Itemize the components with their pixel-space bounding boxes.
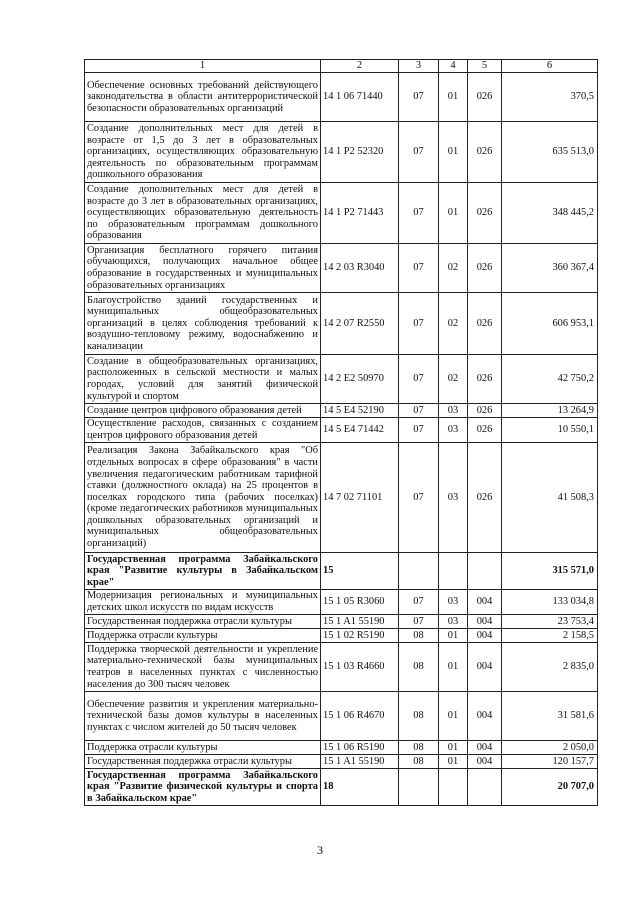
row-administrator: 026 [468, 244, 502, 293]
row-name: Государственная программа Забайкальского края "Развитие культуры в Забайкальском крае" [85, 553, 321, 590]
row-amount: 41 508,3 [502, 443, 598, 553]
row-name: Государственная поддержка отрасли культуры [85, 615, 321, 629]
header-col-6: 6 [502, 60, 598, 73]
row-administrator: 026 [468, 355, 502, 404]
row-name: Организация бесплатного горячего питания обучающихся, получающих начальное общее образование в государственных и муниципальных образовательных организациях [85, 244, 321, 293]
row-administrator: 026 [468, 404, 502, 418]
table-header [85, 60, 598, 73]
row-name: Реализация Закона Забайкальского края "Об отдельных вопросах в сфере образования" в части увеличения педагогическим работникам тарифной ставки (должностного оклада) на 25 процентов в поселках городского типа (рабочих поселках) (кроме педагогических работников муниципальных дошкольных образовательных организаций и муниципальных общеобразовательных организаций) [85, 443, 321, 553]
row-code: 15 1 06 R4670 [321, 692, 399, 741]
row-subsection: 01 [439, 741, 468, 755]
row-administrator: 026 [468, 73, 502, 122]
row-amount: 42 750,2 [502, 355, 598, 404]
row-amount: 20 707,0 [502, 769, 598, 806]
row-amount: 606 953,1 [502, 293, 598, 355]
row-administrator: 004 [468, 615, 502, 629]
row-code: 14 2 07 R2550 [321, 293, 399, 355]
row-name: Государственная поддержка отрасли культуры [85, 755, 321, 769]
row-subsection [439, 553, 468, 590]
row-administrator: 026 [468, 418, 502, 443]
row-subsection: 01 [439, 643, 468, 692]
table-row [85, 643, 598, 692]
row-code: 15 1 05 R3060 [321, 590, 399, 615]
row-code: 14 5 E4 52190 [321, 404, 399, 418]
header-col-5: 5 [468, 60, 502, 73]
row-code: 15 1 A1 55190 [321, 755, 399, 769]
row-code: 15 1 02 R5190 [321, 629, 399, 643]
row-amount: 2 835,0 [502, 643, 598, 692]
row-administrator: 026 [468, 443, 502, 553]
row-amount: 2 050,0 [502, 741, 598, 755]
row-administrator: 004 [468, 629, 502, 643]
row-subsection: 02 [439, 355, 468, 404]
row-amount: 348 445,2 [502, 183, 598, 244]
table-row [85, 293, 598, 355]
table-row [85, 755, 598, 769]
page-number: 3 [317, 843, 323, 857]
row-subsection: 02 [439, 293, 468, 355]
row-administrator [468, 769, 502, 806]
row-section [399, 553, 439, 590]
row-section: 07 [399, 183, 439, 244]
table-row [85, 418, 598, 443]
table-row [85, 73, 598, 122]
row-section: 08 [399, 643, 439, 692]
table-row [85, 741, 598, 755]
row-subsection: 03 [439, 590, 468, 615]
row-amount: 133 034,8 [502, 590, 598, 615]
row-administrator: 004 [468, 692, 502, 741]
row-name: Поддержка отрасли культуры [85, 629, 321, 643]
row-code: 14 1 P2 71443 [321, 183, 399, 244]
row-amount: 10 550,1 [502, 418, 598, 443]
row-amount: 120 157,7 [502, 755, 598, 769]
row-administrator: 004 [468, 643, 502, 692]
row-amount: 23 753,4 [502, 615, 598, 629]
table-row [85, 615, 598, 629]
row-administrator: 026 [468, 183, 502, 244]
row-section: 08 [399, 692, 439, 741]
table-row [85, 769, 598, 806]
row-name: Благоустройство зданий государственных и муниципальных общеобразовательных организаций в целях соблюдения требований к воздушно-тепловому режиму, водоснабжению и канализации [85, 293, 321, 355]
row-amount: 635 513,0 [502, 122, 598, 183]
row-code: 15 1 06 R5190 [321, 741, 399, 755]
row-section: 08 [399, 741, 439, 755]
row-administrator [468, 553, 502, 590]
row-section: 07 [399, 355, 439, 404]
row-code: 18 [321, 769, 399, 806]
row-administrator: 004 [468, 755, 502, 769]
table-row [85, 629, 598, 643]
table-row [85, 404, 598, 418]
table-row [85, 443, 598, 553]
row-section: 07 [399, 293, 439, 355]
row-subsection: 03 [439, 404, 468, 418]
row-subsection: 03 [439, 418, 468, 443]
row-administrator: 026 [468, 293, 502, 355]
row-name: Создание центров цифрового образования детей [85, 404, 321, 418]
row-name: Поддержка творческой деятельности и укрепление материально-технической базы муниципальных театров в населенных пунктах с численностью населения до 300 тысяч человек [85, 643, 321, 692]
row-name: Обеспечение развития и укрепления материально-технической базы домов культуры в населенных пунктах с числом жителей до 50 тысяч человек [85, 692, 321, 741]
table-row [85, 183, 598, 244]
row-code: 15 [321, 553, 399, 590]
table-row [85, 355, 598, 404]
row-subsection: 01 [439, 183, 468, 244]
row-subsection: 02 [439, 244, 468, 293]
table-row [85, 590, 598, 615]
row-section: 07 [399, 590, 439, 615]
row-section: 08 [399, 755, 439, 769]
row-amount: 315 571,0 [502, 553, 598, 590]
row-section: 07 [399, 615, 439, 629]
row-subsection [439, 769, 468, 806]
row-name: Обеспечение основных требований действующего законодательства в области антитеррористической безопасности образовательных организаций [85, 73, 321, 122]
row-subsection: 01 [439, 692, 468, 741]
row-administrator: 026 [468, 122, 502, 183]
row-code: 14 2 E2 50970 [321, 355, 399, 404]
row-section: 07 [399, 443, 439, 553]
row-subsection: 01 [439, 122, 468, 183]
row-code: 14 7 02 71101 [321, 443, 399, 553]
row-section: 08 [399, 629, 439, 643]
row-administrator: 004 [468, 741, 502, 755]
row-section: 07 [399, 122, 439, 183]
row-name: Осуществление расходов, связанных с созданием центров цифрового образования детей [85, 418, 321, 443]
row-name: Создание в общеобразовательных организациях, расположенных в сельской местности и малых городах, условий для занятий физической культурой и спортом [85, 355, 321, 404]
row-subsection: 03 [439, 615, 468, 629]
row-amount: 13 264,9 [502, 404, 598, 418]
table-row [85, 553, 598, 590]
row-name: Создание дополнительных мест для детей в возрасте до 3 лет в образовательных организациях, осуществляющих образовательную деятельность по образовательным программам дошкольного образования [85, 183, 321, 244]
header-col-1: 1 [85, 60, 321, 73]
row-subsection: 01 [439, 73, 468, 122]
row-code: 15 1 03 R4660 [321, 643, 399, 692]
row-name: Создание дополнительных мест для детей в возрасте от 1,5 до 3 лет в образовательных организациях, осуществляющих образовательную деятельность по образовательным программам дошкольного образования [85, 122, 321, 183]
row-code: 15 1 A1 55190 [321, 615, 399, 629]
row-amount: 370,5 [502, 73, 598, 122]
row-name: Поддержка отрасли культуры [85, 741, 321, 755]
row-code: 14 5 E4 71442 [321, 418, 399, 443]
row-amount: 2 158,5 [502, 629, 598, 643]
header-col-2: 2 [321, 60, 399, 73]
budget-table [84, 59, 598, 806]
row-subsection: 01 [439, 755, 468, 769]
header-col-4: 4 [439, 60, 468, 73]
row-code: 14 1 06 71440 [321, 73, 399, 122]
table-body [85, 73, 598, 806]
table-row [85, 692, 598, 741]
row-section: 07 [399, 244, 439, 293]
header-col-3: 3 [399, 60, 439, 73]
row-section: 07 [399, 404, 439, 418]
row-subsection: 03 [439, 443, 468, 553]
table-row [85, 122, 598, 183]
row-name: Государственная программа Забайкальского края "Развитие физической культуры и спорта в Забайкальском крае" [85, 769, 321, 806]
table-row [85, 244, 598, 293]
row-code: 14 2 03 R3040 [321, 244, 399, 293]
row-administrator: 004 [468, 590, 502, 615]
row-subsection: 01 [439, 629, 468, 643]
row-code: 14 1 P2 52320 [321, 122, 399, 183]
row-amount: 31 581,6 [502, 692, 598, 741]
row-section [399, 769, 439, 806]
row-section: 07 [399, 73, 439, 122]
row-name: Модернизация региональных и муниципальных детских школ искусств по видам искусств [85, 590, 321, 615]
row-section: 07 [399, 418, 439, 443]
row-amount: 360 367,4 [502, 244, 598, 293]
